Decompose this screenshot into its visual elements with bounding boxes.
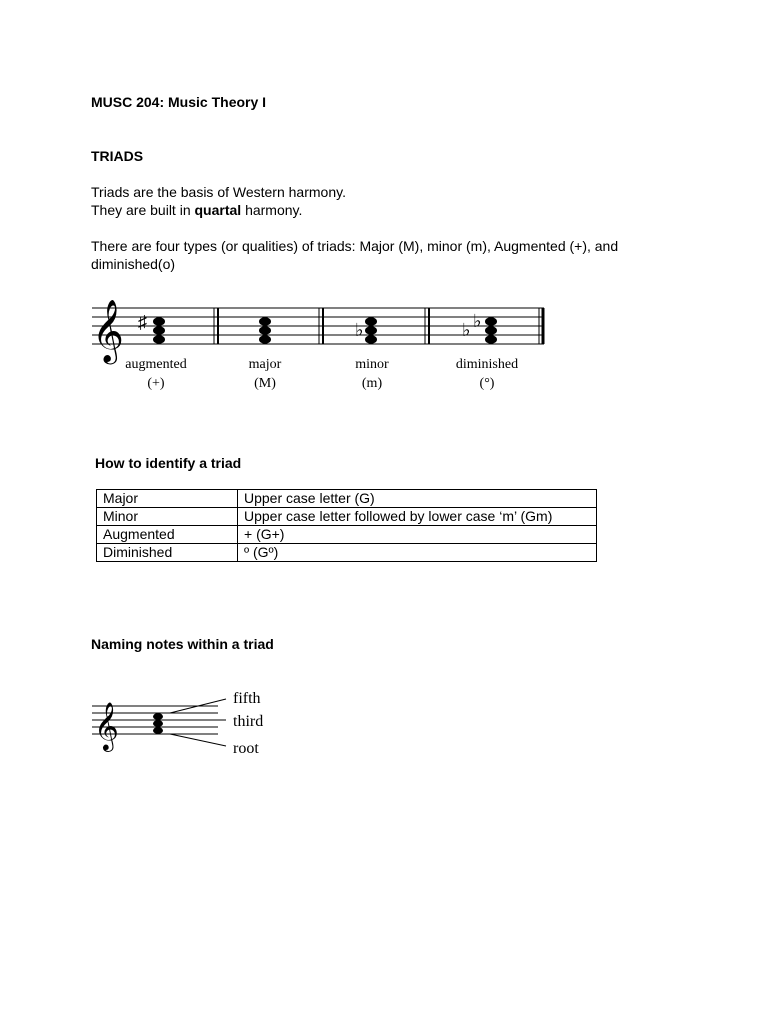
intro-line-2-before: They are built in — [91, 202, 195, 218]
chord-symbol-diminished: (°) — [479, 376, 495, 391]
quality-cell: Augmented — [97, 526, 238, 544]
table-row — [97, 508, 597, 526]
flat-icon: ♭ — [355, 320, 364, 340]
major-chord — [259, 317, 271, 343]
chord-symbol-augmented: (+) — [147, 376, 165, 391]
fifth-label: fifth — [233, 690, 261, 707]
root-label: root — [233, 740, 259, 757]
notation-cell: Upper case letter (G) — [238, 490, 597, 508]
third-label: third — [233, 713, 264, 730]
chord-name-major: major — [248, 357, 282, 372]
diminished-chord — [462, 311, 497, 344]
table-row — [97, 526, 597, 544]
section-title: TRIADS — [91, 148, 144, 164]
intro-line-2 — [91, 201, 346, 219]
treble-clef-icon: 𝄞 — [92, 301, 124, 361]
types-paragraph: There are four types (or qualities) of triads: Major (M), minor (m), Augmented (+), and diminished(o) — [91, 238, 619, 272]
triad-notes — [153, 713, 163, 734]
minor-chord — [355, 317, 377, 343]
naming-notes-staff-figure — [88, 684, 288, 764]
quartal-term: quartal — [194, 202, 242, 218]
quality-cell: Major — [97, 490, 238, 508]
table-row — [97, 490, 597, 508]
flat-icon: ♭ — [462, 320, 471, 340]
quality-cell: Diminished — [97, 544, 238, 562]
notation-cell: Upper case letter followed by lower case ‘m’ (Gm) — [238, 508, 597, 526]
chord-name-minor: minor — [355, 357, 389, 372]
identify-table — [96, 489, 597, 562]
chord-name-diminished: diminished — [455, 357, 519, 372]
course-title: MUSC 204: Music Theory I — [91, 94, 267, 110]
triad-types-staff-figure — [88, 296, 550, 400]
notation-cell: + (G+) — [238, 526, 597, 544]
intro-paragraph — [91, 183, 346, 219]
chord-symbol-major: (M) — [254, 376, 276, 391]
naming-heading: Naming notes within a triad — [91, 636, 274, 652]
sharp-icon: ♯ — [138, 312, 147, 332]
table-row — [97, 544, 597, 562]
flat-icon: ♭ — [473, 311, 482, 331]
chord-symbol-minor: (m) — [361, 376, 383, 391]
identify-heading: How to identify a triad — [95, 455, 242, 471]
intro-line-1: Triads are the basis of Western harmony. — [91, 184, 346, 200]
chord-name-augmented: augmented — [125, 357, 187, 372]
quality-cell: Minor — [97, 508, 238, 526]
intro-line-2-after: harmony. — [241, 202, 303, 218]
treble-clef-icon: 𝄞 — [94, 704, 119, 750]
notation-cell: º (Gº) — [238, 544, 597, 562]
